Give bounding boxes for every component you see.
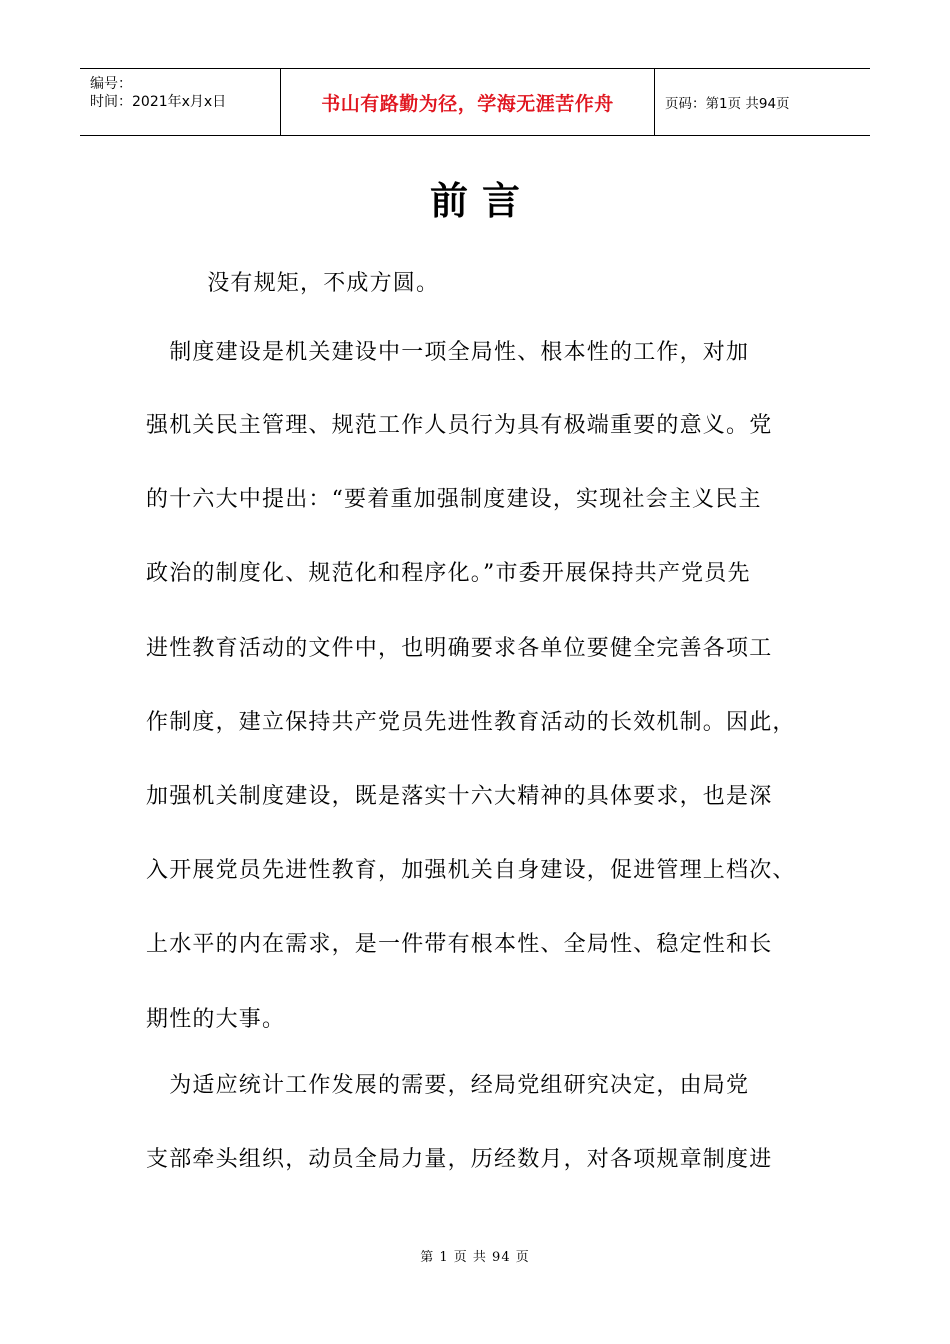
header-motto: 书山有路勤为径，学海无涯苦作舟 — [321, 92, 614, 115]
paragraph-line: 上水平的内在需求，是一件带有根本性、全局性、稳定性和长 — [146, 932, 773, 957]
header-motto-cell — [281, 69, 655, 135]
paragraph-line: 支部牵头组织，动员全局力量，历经数月，对各项规章制度进 — [146, 1147, 773, 1172]
page-footer: 第 1 页 共 94 页 — [420, 1250, 530, 1265]
paragraph-line: 强机关民主管理、规范工作人员行为具有极端重要的意义。党 — [146, 413, 773, 438]
paragraph-line: 作制度，建立保持共产党员先进性教育活动的长效机制。因此， — [146, 710, 796, 735]
paragraph-line: 进性教育活动的文件中，也明确要求各单位要健全完善各项工 — [146, 636, 773, 661]
document-date-label: 时间：2021年x月x日 — [90, 94, 227, 110]
document-number-label: 编号： — [90, 76, 132, 92]
paragraph-line: 政治的制度化、规范化和程序化。”市委开展保持共产党员先 — [146, 561, 751, 586]
page-title: 前言 — [429, 179, 534, 223]
paragraph-line: 期性的大事。 — [146, 1007, 286, 1032]
paragraph-line: 没有规矩，不成方圆。 — [184, 271, 440, 296]
header-page-cell — [655, 69, 870, 135]
paragraph-line: 的十六大中提出：“要着重加强制度建设，实现社会主义民主 — [146, 487, 762, 512]
paragraph-line: 入开展党员先进性教育，加强机关自身建设，促进管理上档次、 — [146, 858, 796, 883]
paragraph-line: 为适应统计工作发展的需要，经局党组研究决定，由局党 — [146, 1073, 750, 1098]
header-meta-cell — [80, 69, 281, 135]
paragraph-line: 加强机关制度建设，既是落实十六大精神的具体要求，也是深 — [146, 784, 773, 809]
paragraph-line: 制度建设是机关建设中一项全局性、根本性的工作，对加 — [146, 340, 750, 365]
document-header-table — [80, 68, 870, 136]
header-page-info: 页码：第1页 共94页 — [665, 96, 790, 112]
